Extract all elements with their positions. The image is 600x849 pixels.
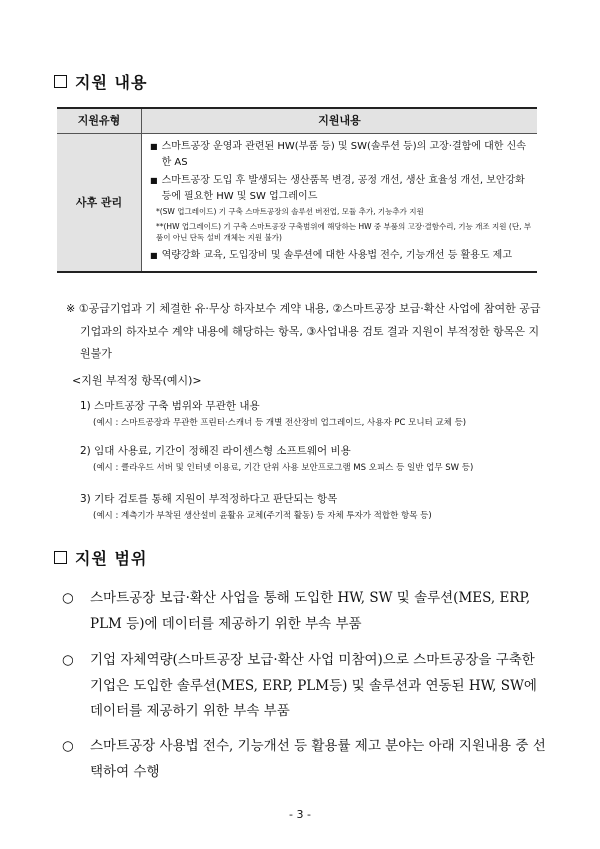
bullet-text: 스마트공장 도입 후 발생되는 생산품목 변경, 공정 개선, 생산 효율성 개선, 보안강화 등에 필요한 HW 및 SW 업그레이드: [161, 175, 525, 202]
example-item: [80, 398, 466, 430]
list-item: [150, 248, 533, 264]
support-type-cell: 사후 관리: [57, 134, 142, 273]
example-item: [80, 443, 473, 475]
bullet-text: 스마트공장 운영과 관련된 HW(부품 등) 및 SW(솔루션 등)의 고장·결함에 대한 신속한 AS: [161, 141, 526, 168]
scope-text: 스마트공장 사용법 전수, 기능개선 등 활용률 제고 분야는 아래 지원내용 중 선택하여 수행: [90, 738, 546, 780]
note-text: ※ ①공급기업과 기 체결한 유·무상 하자보수 계약 내용, ②스마트공장 보급·확산 사업에 참여한 공급기업과의 하자보수 계약 내용에 해당하는 항목, ③사업내용 검토 결과 지원이 부적정한 항목은 지원불가: [66, 302, 541, 361]
footnote-hw: **(HW 업그레이드) 기 구축 스마트공장 구축범위에 해당하는 HW 중 부품의 고장·결함수리, 기능 개조 지원 (단, 부품이 아닌 단독 설비 개체는 지원 불가): [156, 221, 532, 242]
square-bullet-icon: ■: [150, 250, 158, 260]
table-header-row: [57, 108, 537, 134]
exclusion-note: [66, 298, 548, 366]
scope-text: 스마트공장 보급·확산 사업을 통해 도입한 HW, SW 및 솔루션(MES, ERP, PLM 등)에 데이터를 제공하기 위한 부속 부품: [90, 590, 531, 632]
example-label: 3) 기타 검토를 통해 지원이 부적정하다고 판단되는 항목: [80, 493, 338, 505]
example-item: [80, 491, 432, 523]
footnote-sw: *(SW 업그레이드) 기 구축 스마트공장의 솔루션 버전업, 모듈 추가, 기능추가 지원: [156, 207, 424, 216]
circle-bullet-icon: ○: [62, 652, 74, 668]
example-sub: (예시 : 스마트공장과 무관한 프린터·스캐너 등 개별 전산장비 업그레이드, 사용자 PC 모니터 교체 등): [93, 417, 467, 428]
header-type: 지원유형: [57, 108, 142, 134]
scope-item: [62, 648, 552, 725]
table-row: [57, 134, 537, 273]
example-sub: (예시 : 계측기가 부착된 생산설비 윤활유 교체(주기적 활동) 등 자체 투자가 적합한 항목 등): [93, 510, 432, 521]
checkbox-square-icon: [54, 75, 67, 88]
support-table: [57, 107, 537, 273]
checkbox-square-icon: [54, 551, 67, 564]
scope-text: 기업 자체역량(스마트공장 보급·확산 사업 미참여)으로 스마트공장을 구축한 기업은 도입한 솔루션(MES, ERP, PLM등) 및 솔루션과 연동된 HW, SW에 데이터를 제공하기 위한 부속 부품: [90, 652, 537, 720]
section-title: 지원 내용: [75, 73, 148, 92]
square-bullet-icon: ■: [150, 176, 158, 185]
example-sub: (예시 : 클라우드 서버 및 인터넷 이용료, 기간 단위 사용 보안프로그램 MS 오피스 등 일반 업무 SW 등): [93, 462, 474, 473]
example-label: 2) 임대 사용료, 기간이 정해진 라이센스형 소프트웨어 비용: [80, 445, 351, 457]
page-number: - 3 -: [289, 808, 311, 821]
list-item: [150, 139, 533, 170]
square-bullet-icon: ■: [150, 142, 158, 151]
section-heading-support-scope: [54, 546, 147, 569]
bullet-text: 역량강화 교육, 도입장비 및 솔루션에 대한 사용법 전수, 기능개선 등 활용도 제고: [161, 249, 513, 261]
list-item: [150, 173, 533, 204]
circle-bullet-icon: ○: [62, 590, 74, 606]
section-title: 지원 범위: [75, 549, 148, 568]
support-content-cell: [142, 134, 538, 273]
scope-item: [62, 586, 552, 637]
scope-item: [62, 734, 552, 785]
examples-title: <지원 부적정 항목(예시)>: [72, 374, 202, 387]
circle-bullet-icon: ○: [62, 738, 74, 754]
example-label: 1) 스마트공장 구축 범위와 무관한 내용: [80, 400, 260, 412]
section-heading-support-content: [54, 70, 147, 93]
header-content: 지원내용: [142, 108, 538, 134]
